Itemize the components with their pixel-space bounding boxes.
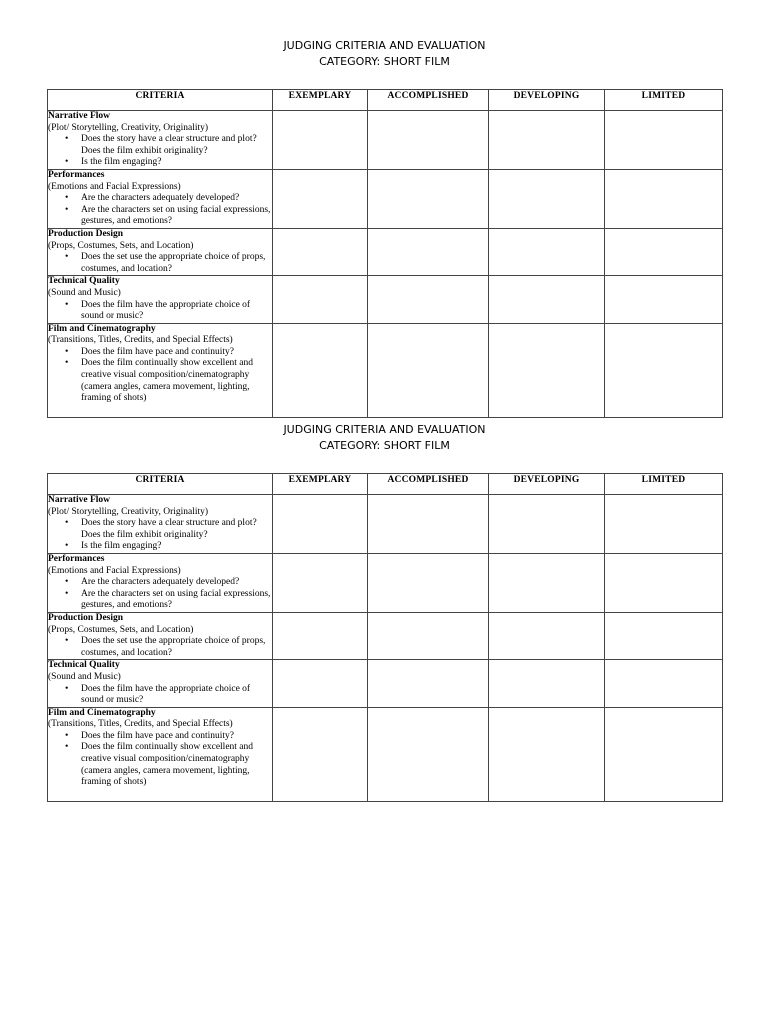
question-list	[48, 134, 272, 169]
score-cell-exemplary[interactable]	[273, 660, 368, 707]
header-criteria: CRITERIA	[48, 474, 273, 495]
score-cell-developing[interactable]	[489, 660, 605, 707]
header-exemplary: EXEMPLARY	[273, 90, 368, 111]
score-cell-accomplished[interactable]	[368, 660, 489, 707]
question-list	[48, 518, 272, 553]
criteria-name: Technical Quality	[48, 276, 120, 287]
criteria-name: Performances	[48, 169, 105, 180]
score-cell-accomplished[interactable]	[368, 707, 489, 801]
criteria-subtitle: (Sound and Music)	[48, 287, 121, 298]
score-cell-developing[interactable]	[489, 553, 605, 612]
question-item: • Does the film continually show excellent and creative visual composition/cinematography (camera angles, camera movement, lighting, framing of shots)	[81, 742, 272, 788]
table-row	[48, 660, 723, 707]
criteria-cell	[48, 323, 273, 417]
score-cell-exemplary[interactable]	[273, 276, 368, 323]
score-cell-limited[interactable]	[605, 276, 723, 323]
criteria-subtitle: (Sound and Music)	[48, 671, 121, 682]
header-developing: DEVELOPING	[489, 90, 605, 111]
score-cell-accomplished[interactable]	[368, 323, 489, 417]
score-cell-developing[interactable]	[489, 495, 605, 554]
score-cell-limited[interactable]	[605, 660, 723, 707]
criteria-cell	[48, 276, 273, 323]
question-list	[48, 636, 272, 659]
score-cell-accomplished[interactable]	[368, 495, 489, 554]
score-cell-developing[interactable]	[489, 612, 605, 659]
question-item: • Is the film engaging?	[81, 157, 272, 169]
score-cell-limited[interactable]	[605, 495, 723, 554]
question-item: • Does the film have the appropriate choice of sound or music?	[81, 684, 272, 707]
criteria-cell	[48, 660, 273, 707]
question-item: • Does the film continually show excellent and creative visual composition/cinematography (camera angles, camera movement, lighting, framing of shots)	[81, 358, 272, 404]
criteria-name: Performances	[48, 553, 105, 564]
score-cell-limited[interactable]	[605, 228, 723, 275]
question-item: • Are the characters adequately developed?	[81, 193, 272, 205]
rubric-table	[47, 473, 723, 802]
table-row	[48, 111, 723, 170]
table-row	[48, 228, 723, 275]
score-cell-accomplished[interactable]	[368, 228, 489, 275]
score-cell-limited[interactable]	[605, 707, 723, 801]
header-row	[48, 474, 723, 495]
criteria-subtitle: (Transitions, Titles, Credits, and Special Effects)	[48, 719, 233, 730]
criteria-name: Film and Cinematography	[48, 707, 156, 718]
score-cell-accomplished[interactable]	[368, 276, 489, 323]
score-cell-exemplary[interactable]	[273, 495, 368, 554]
table-row	[48, 495, 723, 554]
criteria-name: Technical Quality	[48, 660, 120, 671]
rubric-table	[47, 89, 723, 418]
table-row	[48, 612, 723, 659]
question-item: • Are the characters set on using facial expressions, gestures, and emotions?	[81, 205, 272, 228]
criteria-cell	[48, 111, 273, 170]
question-item: • Does the story have a clear structure and plot? Does the film exhibit originality?	[81, 518, 272, 541]
title-line-2: CATEGORY: SHORT FILM	[319, 439, 450, 452]
score-cell-limited[interactable]	[605, 169, 723, 228]
score-cell-developing[interactable]	[489, 228, 605, 275]
question-list	[48, 252, 272, 275]
question-list	[48, 684, 272, 707]
score-cell-accomplished[interactable]	[368, 111, 489, 170]
score-cell-exemplary[interactable]	[273, 553, 368, 612]
question-list	[48, 300, 272, 323]
title-line-1: JUDGING CRITERIA AND EVALUATION	[283, 423, 486, 436]
header-limited: LIMITED	[605, 474, 723, 495]
table-row	[48, 169, 723, 228]
criteria-subtitle: (Props, Costumes, Sets, and Location)	[48, 240, 194, 251]
question-list	[48, 577, 272, 612]
criteria-cell	[48, 612, 273, 659]
question-list	[48, 347, 272, 405]
question-item: • Is the film engaging?	[81, 541, 272, 553]
criteria-subtitle: (Plot/ Storytelling, Creativity, Originality)	[48, 506, 209, 517]
table-row	[48, 553, 723, 612]
score-cell-exemplary[interactable]	[273, 323, 368, 417]
score-cell-exemplary[interactable]	[273, 111, 368, 170]
header-accomplished: ACCOMPLISHED	[368, 474, 489, 495]
criteria-name: Production Design	[48, 612, 124, 623]
criteria-cell	[48, 169, 273, 228]
criteria-subtitle: (Emotions and Facial Expressions)	[48, 181, 181, 192]
question-item: • Does the film have pace and continuity?	[81, 731, 272, 743]
score-cell-exemplary[interactable]	[273, 612, 368, 659]
question-list	[48, 193, 272, 228]
score-cell-limited[interactable]	[605, 323, 723, 417]
title-line-1: JUDGING CRITERIA AND EVALUATION	[283, 39, 486, 52]
score-cell-limited[interactable]	[605, 612, 723, 659]
question-item: • Are the characters set on using facial expressions, gestures, and emotions?	[81, 589, 272, 612]
header-exemplary: EXEMPLARY	[273, 474, 368, 495]
criteria-cell	[48, 553, 273, 612]
question-item: • Are the characters adequately developed?	[81, 577, 272, 589]
criteria-cell	[48, 707, 273, 801]
question-item: • Does the film have pace and continuity?	[81, 347, 272, 359]
header-accomplished: ACCOMPLISHED	[368, 90, 489, 111]
criteria-name: Film and Cinematography	[48, 323, 156, 334]
criteria-cell	[48, 228, 273, 275]
table-row	[48, 707, 723, 801]
criteria-subtitle: (Props, Costumes, Sets, and Location)	[48, 624, 194, 635]
score-cell-developing[interactable]	[489, 276, 605, 323]
criteria-name: Narrative Flow	[48, 111, 110, 121]
score-cell-developing[interactable]	[489, 111, 605, 170]
criteria-cell	[48, 495, 273, 554]
rubric-block-2	[47, 422, 722, 788]
question-item: • Does the set use the appropriate choice of props, costumes, and location?	[81, 636, 272, 659]
question-list	[48, 731, 272, 789]
header-limited: LIMITED	[605, 90, 723, 111]
criteria-subtitle: (Plot/ Storytelling, Creativity, Originality)	[48, 122, 209, 133]
score-cell-accomplished[interactable]	[368, 612, 489, 659]
document-title	[47, 422, 722, 454]
rubric-block-1	[47, 38, 722, 404]
score-cell-developing[interactable]	[489, 169, 605, 228]
criteria-subtitle: (Emotions and Facial Expressions)	[48, 565, 181, 576]
score-cell-accomplished[interactable]	[368, 169, 489, 228]
score-cell-limited[interactable]	[605, 111, 723, 170]
table-row	[48, 323, 723, 417]
question-item: • Does the set use the appropriate choice of props, costumes, and location?	[81, 252, 272, 275]
title-line-2: CATEGORY: SHORT FILM	[319, 55, 450, 68]
question-item: • Does the film have the appropriate choice of sound or music?	[81, 300, 272, 323]
criteria-name: Production Design	[48, 228, 124, 239]
score-cell-accomplished[interactable]	[368, 553, 489, 612]
score-cell-exemplary[interactable]	[273, 707, 368, 801]
question-item: • Does the story have a clear structure and plot? Does the film exhibit originality?	[81, 134, 272, 157]
criteria-name: Narrative Flow	[48, 495, 110, 505]
score-cell-developing[interactable]	[489, 323, 605, 417]
score-cell-developing[interactable]	[489, 707, 605, 801]
header-criteria: CRITERIA	[48, 90, 273, 111]
criteria-subtitle: (Transitions, Titles, Credits, and Special Effects)	[48, 335, 233, 346]
score-cell-exemplary[interactable]	[273, 228, 368, 275]
document-title	[47, 38, 722, 70]
table-row	[48, 276, 723, 323]
header-row	[48, 90, 723, 111]
header-developing: DEVELOPING	[489, 474, 605, 495]
score-cell-limited[interactable]	[605, 553, 723, 612]
score-cell-exemplary[interactable]	[273, 169, 368, 228]
